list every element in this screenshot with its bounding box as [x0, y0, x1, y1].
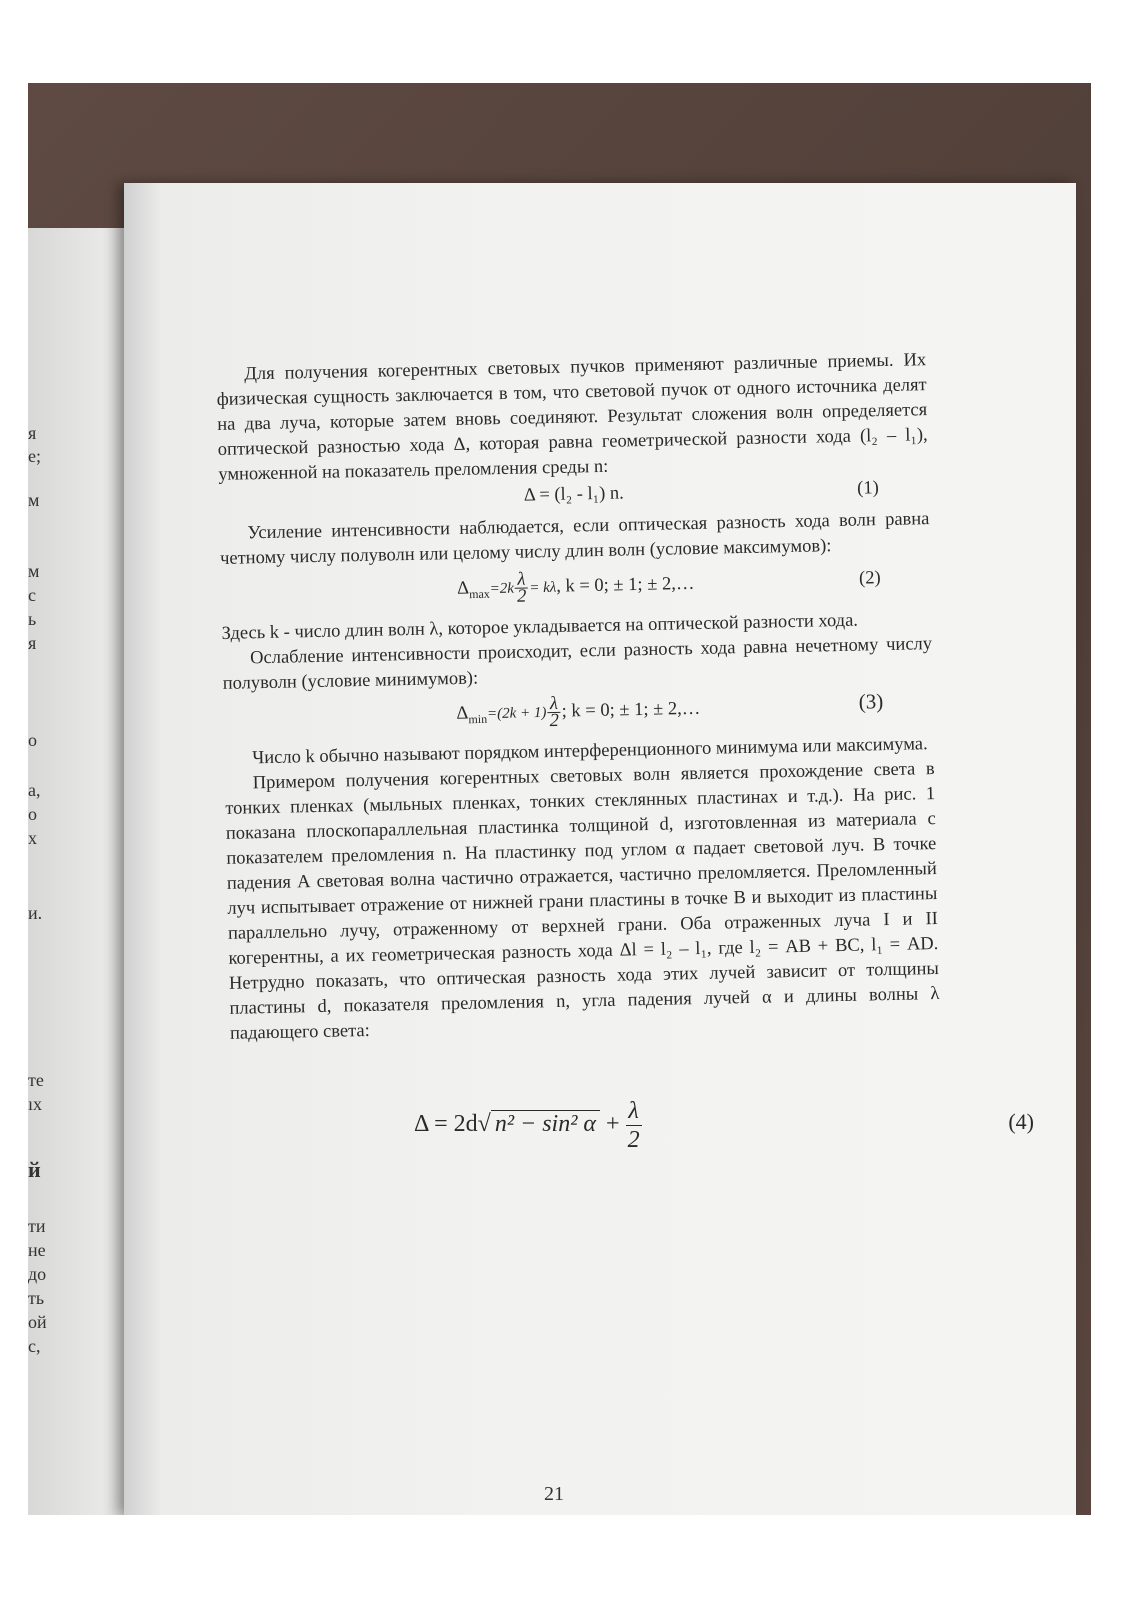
left-page-fragment: ти — [28, 1216, 46, 1236]
left-page-fragment: не — [28, 1240, 46, 1260]
page-body — [216, 348, 940, 1047]
equation-body — [223, 688, 934, 737]
sqrt-sign: √ — [477, 1111, 491, 1138]
eq-tail: , k = 0; ± 1; ± 2,… — [556, 573, 695, 597]
equation-body: Δ = (l₂ - l₁) n. — [523, 483, 625, 506]
eq-subscript: min — [468, 711, 488, 727]
left-page-fragment: ь — [28, 609, 37, 629]
equation-body — [221, 563, 932, 612]
left-page-fragment: ıх — [28, 1094, 43, 1114]
fraction — [626, 1097, 642, 1154]
left-page-fragment: и. — [28, 903, 43, 923]
left-page-fragment: а, — [28, 780, 41, 800]
eq-term: = kλ — [529, 579, 557, 597]
equation-body — [414, 1097, 642, 1154]
left-page-fragment: я — [28, 423, 37, 443]
fraction-denominator: 2 — [516, 586, 527, 607]
fraction-numerator: λ — [626, 1097, 642, 1126]
left-page-fragment: с, — [28, 1336, 41, 1356]
eq-coefficient: =(2k + 1) — [486, 704, 547, 723]
left-page-fragment: ой — [28, 1312, 47, 1332]
fraction — [547, 693, 561, 732]
equation-number: (3) — [858, 689, 884, 714]
paragraph: Усиление интенсивности наблюдается, если оптическая разность хода волн равна четному числу полуволн или целому числу длин волн (условие максимумов): — [219, 509, 930, 569]
eq-subscript: max — [469, 586, 490, 602]
eq-lhs: Δ = 2d — [414, 1111, 478, 1138]
fraction-denominator: 2 — [549, 710, 560, 732]
eq-lhs: Δ — [456, 703, 469, 724]
equation-number: (4) — [1008, 1109, 1034, 1134]
paragraph: Здесь k - число длин волн λ, которое укладывается на оптической разности хода. — [221, 610, 859, 644]
left-page-fragment: с — [28, 585, 36, 605]
left-page-fragment: ть — [28, 1288, 45, 1308]
equation-number: (2) — [858, 568, 881, 589]
paragraph: Число k обычно называют порядком интерференционного минимума или максимума. — [252, 734, 928, 769]
left-page-fragment: м — [28, 561, 40, 581]
fraction-numerator: λ — [515, 572, 529, 589]
fraction-numerator: λ — [547, 696, 561, 713]
equation-4 — [414, 1083, 1034, 1153]
left-page-fragment: м — [28, 490, 40, 510]
left-page-fragment: о — [28, 804, 37, 824]
eq-coefficient: =2k — [489, 580, 515, 598]
fraction-denominator: 2 — [627, 1127, 640, 1153]
eq-plus: + — [606, 1111, 620, 1138]
left-page-fragment: о — [28, 730, 37, 750]
paragraph: Для получения когерентных световых пучков применяют различные приемы. Их физическая сущность заключается в том, что световой пучок от одного источника делят на два луча, которые затем вновь соединяют. Результат сложения волн определяется оптической разностью хода Δ, которая равна геометрической разности хода (l₂ – l₁), умноженной на показатель преломления среды n: — [216, 350, 928, 485]
photo-background — [28, 83, 1091, 1515]
left-page-fragment: х — [28, 828, 37, 848]
eq-lhs: Δ — [456, 578, 470, 599]
book-page — [124, 183, 1076, 1515]
fraction — [515, 569, 529, 607]
left-page-fragment: те — [28, 1070, 44, 1090]
equation-number: (1) — [856, 478, 879, 499]
left-page-fragment: до — [28, 1264, 47, 1284]
eq-radicand: n² − sin² α — [491, 1110, 600, 1137]
page-number: 21 — [544, 1483, 564, 1505]
paragraph: Примером получения когерентных световых волн является прохождение света в тонких пленках (мыльных пленках, тонких стеклянных пластинах и т.д.). На рис. 1 показана плоскопараллельная пластинка толщиной d, изготовленная из материала с показателем преломления n. На пластинку под углом α падает световой луч. В точке падения А световая волна частично отражается, частично преломляется. Преломленный луч испытывает отражение от нижней грани пластины в точке В и выходит из пластины параллельно лучу, отраженному от верхней грани. Оба отраженных луча I и II когерентны, а их геометрическая разность хода Δl = l₂ – l₁, где l₂ = АВ + ВС, l₁ = АD. Нетрудно показать, что оптическая разность хода этих лучей зависит от толщины пластины d, показателя преломления n, угла падения лучей α и длины волны λ падающего света: — [225, 759, 940, 1044]
left-page-fragment: я — [28, 633, 37, 653]
left-page-fragment: е; — [28, 446, 41, 466]
eq-tail: ; k = 0; ± 1; ± 2,… — [561, 698, 701, 722]
left-page-fragment: й — [28, 1157, 41, 1182]
paragraph: Ослабление интенсивности происходит, если разность хода равна нечетному числу полуволн (условие минимумов): — [222, 634, 933, 694]
left-page-edge — [28, 228, 133, 1515]
